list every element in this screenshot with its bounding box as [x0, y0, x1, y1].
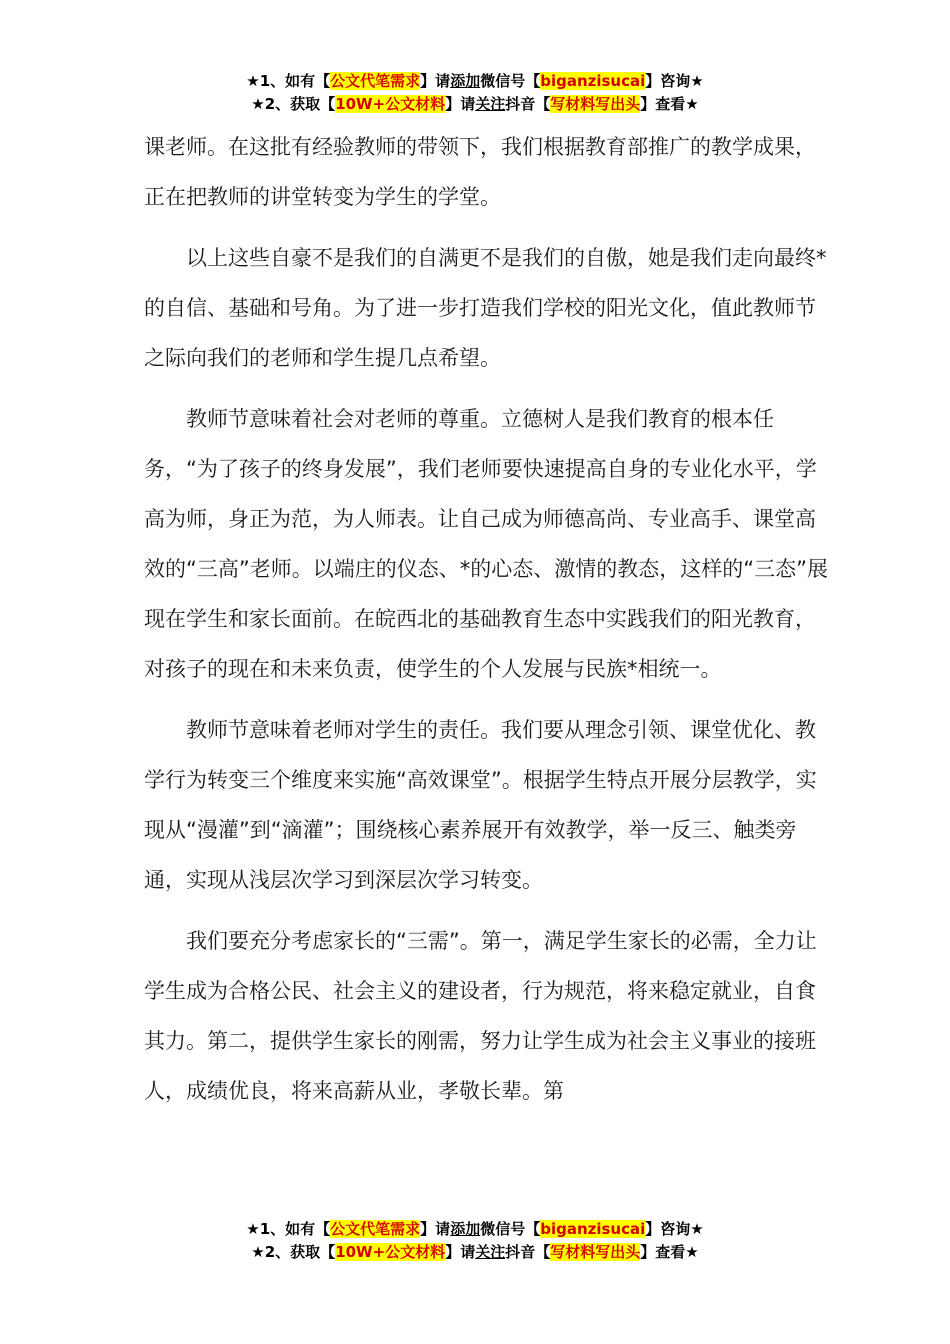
paragraph-3: 教师节意味着社会对老师的尊重。立德树人是我们教育的根本任务，“为了孩子的终身发展”，我们老师要快速提高自身的专业化水平，学高为师，身正为范，为人师表。让自己成为师德高尚、专业高手、课堂高效的“三高”老师。以端庄的仪态、*的心态、激情的教态，这样的“三态”展现在学生和家长面前。在皖西北的基础教育生态中实践我们的阳光教育，对孩子的现在和未来负责，使学生的个人发展与民族*相统一。: [144, 407, 829, 681]
highlight-wechat-id: biganzisucai: [540, 1220, 646, 1238]
banner-line-1: ★1、如有【公文代笔需求】请添加微信号【biganzisucai】咨询★: [246, 1220, 704, 1238]
paragraph-5: 我们要充分考虑家长的“三需”。第一，满足学生家长的必需，全力让学生成为合格公民、社会主义的建设者，行为规范，将来稳定就业，自食其力。第二，提供学生家长的刚需，努力让学生成为社会主义事业的接班人，成绩优良，将来高薪从业，孝敬长辈。第: [144, 929, 817, 1103]
banner-line-1: ★1、如有【公文代笔需求】请添加微信号【biganzisucai】咨询★: [246, 72, 704, 90]
highlight-materials: 10W+公文材料: [335, 1243, 446, 1261]
highlight-service: 公文代笔需求: [330, 1220, 421, 1238]
highlight-douyin-account: 写材料写出头: [550, 1243, 641, 1261]
footer-banner: [0, 1218, 950, 1264]
highlight-materials: 10W+公文材料: [335, 95, 446, 113]
paragraph-1: 课老师。在这批有经验教师的带领下，我们根据教育部推广的教学成果，正在把教师的讲堂转变为学生的学堂。: [144, 135, 816, 209]
highlight-douyin-account: 写材料写出头: [550, 95, 641, 113]
banner-line-2: ★2、获取【10W+公文材料】请关注抖音【写材料写出头】查看★: [251, 95, 699, 113]
highlight-service: 公文代笔需求: [330, 72, 421, 90]
document-body: [144, 122, 834, 1116]
highlight-wechat-id: biganzisucai: [540, 72, 646, 90]
header-banner: [0, 70, 950, 116]
banner-line-2: ★2、获取【10W+公文材料】请关注抖音【写材料写出头】查看★: [251, 1243, 699, 1261]
paragraph-4: 教师节意味着老师对学生的责任。我们要从理念引领、课堂优化、教学行为转变三个维度来实施“高效课堂”。根据学生特点开展分层教学，实现从“漫灌”到“滴灌”；围绕核心素养展开有效教学，举一反三、触类旁通，实现从浅层次学习到深层次学习转变。: [144, 718, 817, 892]
paragraph-2: 以上这些自豪不是我们的自满更不是我们的自傲，她是我们走向最终*的自信、基础和号角。为了进一步打造我们学校的阳光文化，值此教师节之际向我们的老师和学生提几点希望。: [144, 246, 827, 370]
